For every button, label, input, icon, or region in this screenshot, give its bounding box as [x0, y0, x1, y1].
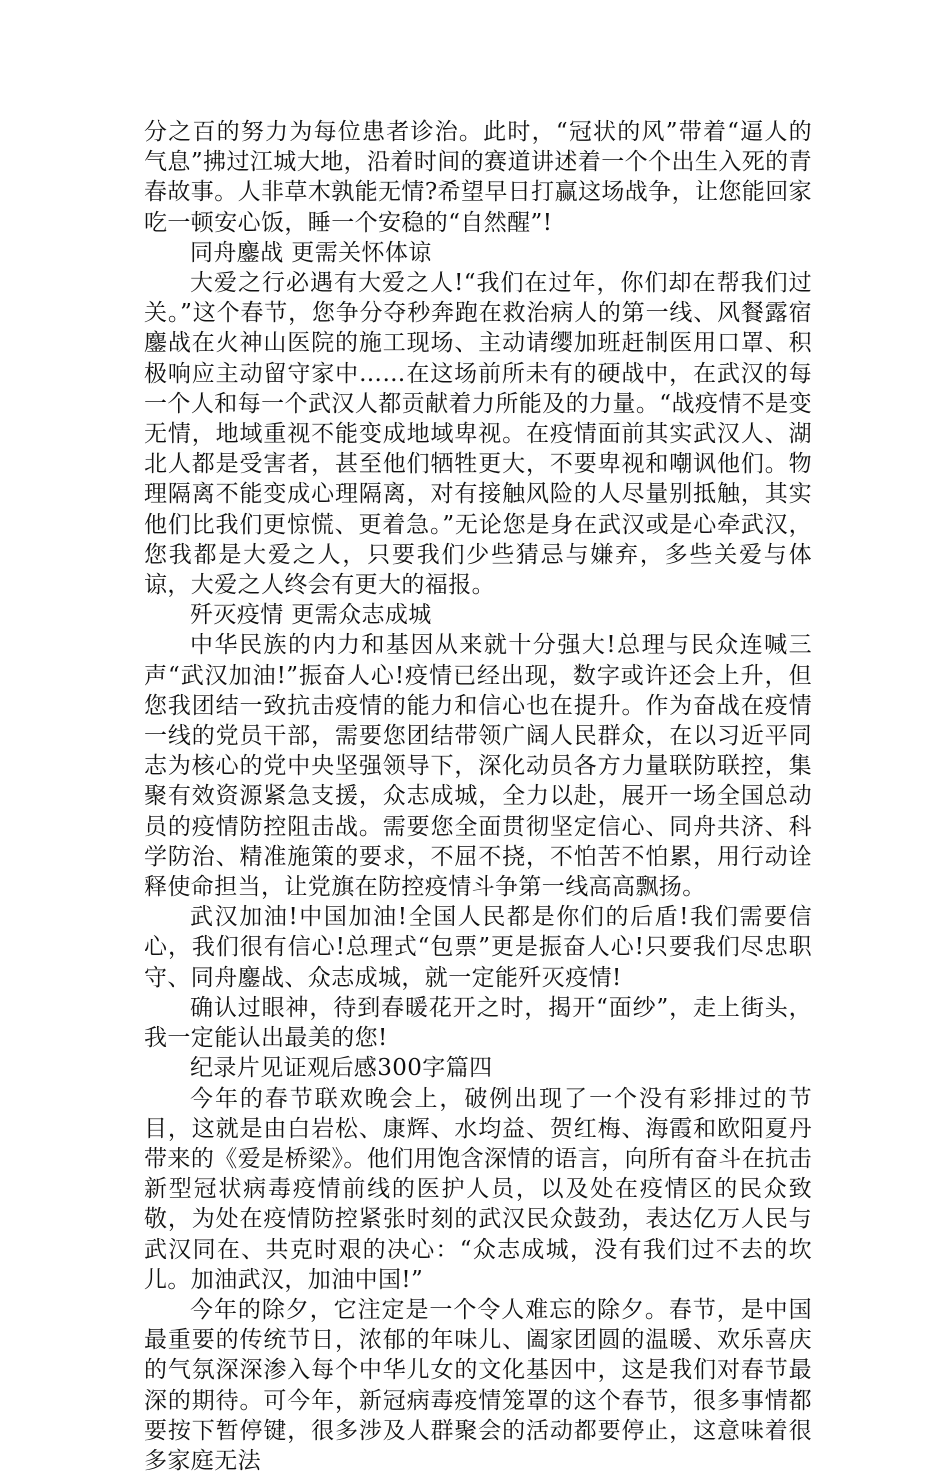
section-heading: 同舟鏖战 更需关怀体谅	[190, 239, 432, 266]
document-page	[144, 117, 812, 1476]
paragraph: 分之百的努力为每位患者诊治。此时，“冠状的风”带着“逼人的气息”拂过江城大地，沿着时间的赛道讲述着一个个出生入死的青春故事。人非草木孰能无情?希望早日打赢这场战争，让您能回家吃一顿安心饭，睡一个安稳的“自然醒”!	[144, 119, 812, 236]
paragraph: 确认过眼神，待到春暖花开之时，揭开“面纱”，走上街头，我一定能认出最美的您!	[144, 994, 812, 1052]
paragraph: 武汉加油!中国加油!全国人民都是你们的后盾!我们需要信心，我们很有信心!总理式“包票”更是振奋人心!只要我们尽忠职守、同舟鏖战、众志成城，就一定能歼灭疫情!	[144, 904, 812, 991]
paragraph: 今年的除夕，它注定是一个令人难忘的除夕。春节，是中国最重要的传统节日，浓郁的年味儿、阖家团圆的温暖、欢乐喜庆的气氛深深渗入每个中华儿女的文化基因中，这是我们对春节最深的期待。可今年，新冠病毒疫情笼罩的这个春节，很多事情都要按下暂停键，很多涉及人群聚会的活动都要停止，这意味着很多家庭无法	[144, 1296, 812, 1474]
section-heading: 歼灭疫情 更需众志成城	[190, 602, 432, 629]
paragraph: 今年的春节联欢晚会上，破例出现了一个没有彩排过的节目，这就是由白岩松、康辉、水均益、贺红梅、海霞和欧阳夏丹带来的《爱是桥梁》。他们用饱含深情的语言，向所有奋斗在抗击新型冠状病毒疫情前线的医护人员，以及处在疫情区的民众致敬，为处在疫情防控紧张时刻的武汉民众鼓劲，表达亿万人民与武汉同在、共克时艰的决心：“众志成城，没有我们过不去的坎儿。加油武汉，加油中国!”	[144, 1085, 812, 1293]
paragraph: 大爱之行必遇有大爱之人!“我们在过年，你们却在帮我们过关。”这个春节，您争分夺秒奔跑在救治病人的第一线、风餐露宿鏖战在火神山医院的施工现场、主动请缨加班赶制医用口罩、积极响应主动留守家中……在这场前所未有的硬战中，在武汉的每一个人和每一个武汉人都贡献着力所能及的力量。“战疫情不是变无情，地域重视不能变成地域卑视。在疫情面前其实武汉人、湖北人都是受害者，甚至他们牺牲更大，不要卑视和嘲讽他们。物理隔离不能变成心理隔离，对有接触风险的人尽量别抵触，其实他们比我们更惊慌、更着急。”无论您是身在武汉或是心牵武汉，您我都是大爱之人，只要我们少些猜忌与嫌弃，多些关爱与体谅，大爱之人终会有更大的福报。	[144, 270, 812, 599]
paragraph: 中华民族的内力和基因从来就十分强大!总理与民众连喊三声“武汉加油!”振奋人心!疫情已经出现，数字或许还会上升，但您我团结一致抗击疫情的能力和信心也在提升。作为奋战在疫情一线的党员干部，需要您团结带领广阔人民群众，在以习近平同志为核心的党中央坚强领导下，深化动员各方力量联防联控，集聚有效资源紧急支援，众志成城，全力以赴，展开一场全国总动员的疫情防控阻击战。需要您全面贯彻坚定信心、同舟共济、科学防治、精准施策的要求，不屈不挠，不怕苦不怕累，用行动诠释使命担当，让党旗在防控疫情斗争第一线高高飘扬。	[144, 632, 812, 901]
section-heading: 纪录片见证观后感300字篇四	[190, 1055, 493, 1082]
